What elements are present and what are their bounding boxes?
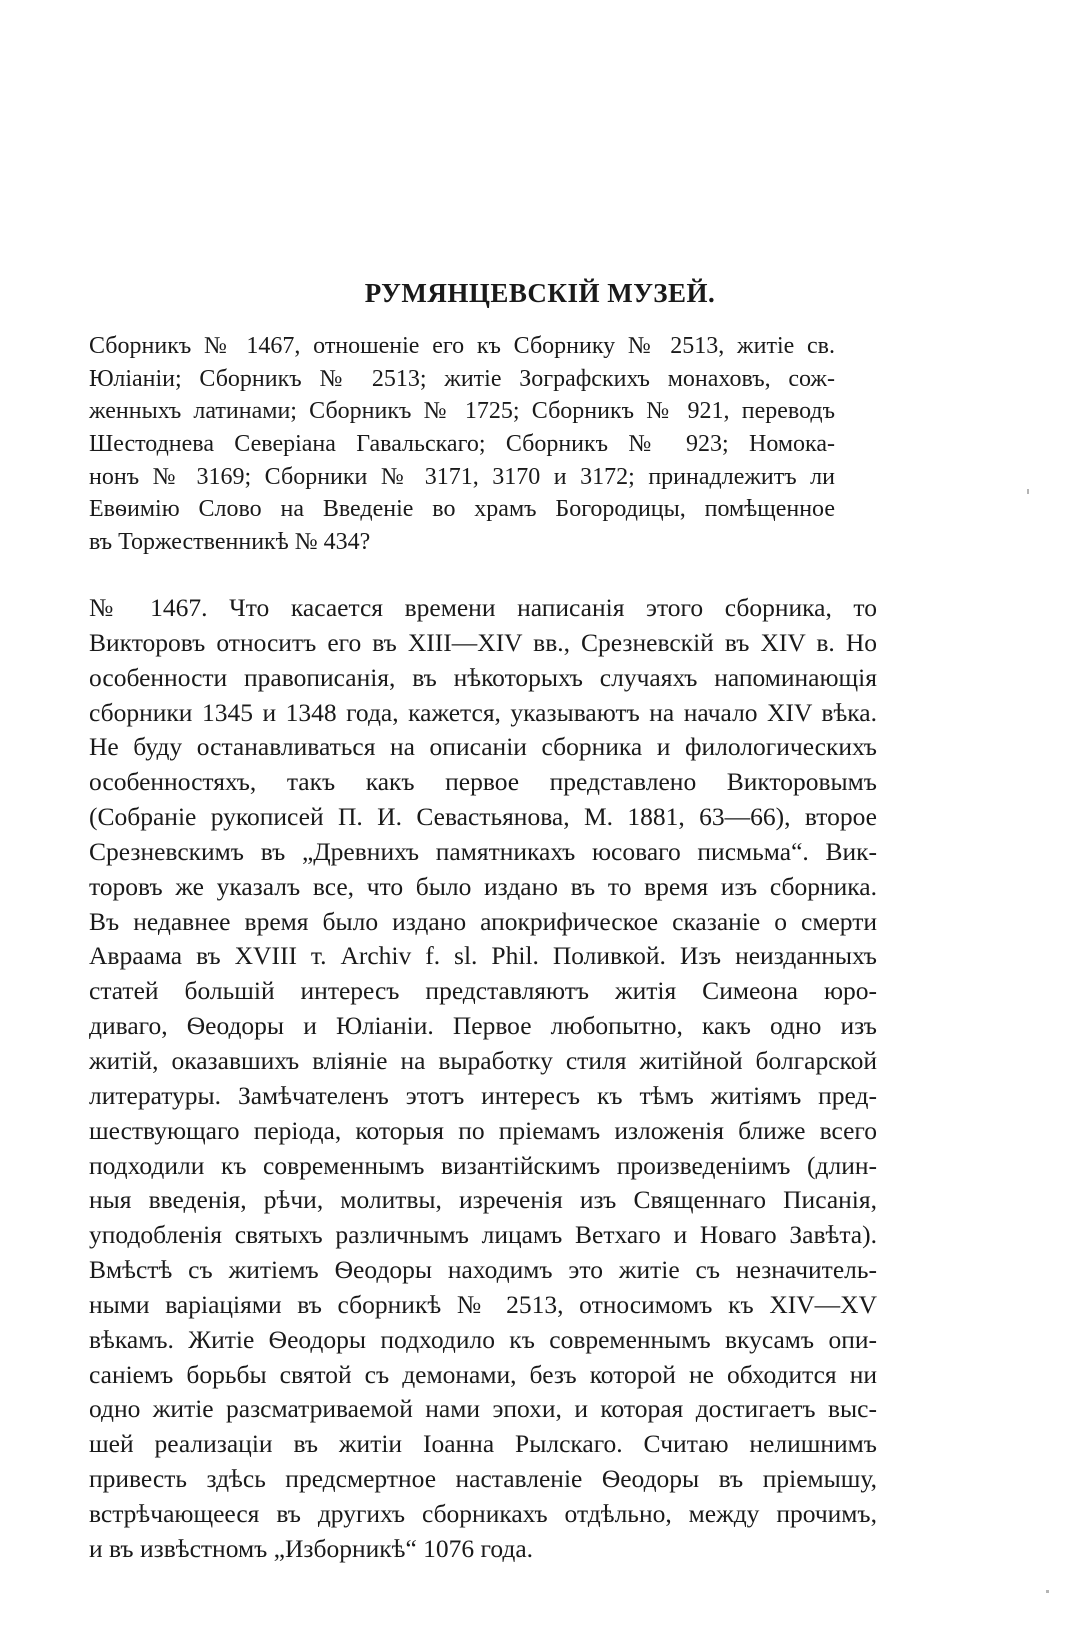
abstract-line: Шестоднева Северіана Гавальскаго; Сборникъ № 923; Номока-	[89, 431, 835, 458]
body-line: литературы. Замѣчателенъ этотъ интересъ къ тѣмъ житіямъ пред-	[89, 1080, 877, 1110]
body-line: и въ извѣстномъ „Изборникѣ“ 1076 года.	[89, 1533, 534, 1563]
abstract-line: Юліаніи; Сборникъ № 2513; житіе Зографскихъ монаховъ, сож-	[89, 365, 835, 392]
body-line: встрѣчающееся въ другихъ сборникахъ отдѣльно, между прочимъ,	[89, 1498, 877, 1528]
body-line: подходили къ современнымъ византійскимъ произведеніимъ (длин-	[89, 1150, 877, 1180]
abstract-line: въ Торжественникѣ № 434?	[89, 529, 371, 556]
body-line: ными варіаціями въ сборникѣ № 2513, относимомъ къ XIV—XV	[89, 1289, 877, 1319]
abstract-line: нонъ № 3169; Сборники № 3171, 3170 и 3172; принадлежитъ ли	[89, 463, 835, 490]
body-line: привесть здѣсь предсмертное наставленіе Ѳеодоры въ пріемышу,	[89, 1464, 877, 1494]
body-line: вѣкамъ. Житіе Ѳеодоры подходило къ современнымъ вкусамъ опи-	[89, 1324, 877, 1354]
body-line: особенностяхъ, такъ какъ первое представлено Викторовымъ	[89, 767, 877, 797]
body-line: Викторовъ относитъ его въ XIII—XIV вв., Срезневскій въ XIV в. Но	[89, 627, 877, 657]
body-line: житій, оказавшихъ вліяніе на выработку стиля житійной болгарской	[89, 1045, 877, 1075]
body-line: саніемъ борьбы святой съ демонами, безъ которой не обходится ни	[89, 1359, 877, 1389]
body-line: Вмѣстѣ съ житіемъ Ѳеодоры находимъ это житіе съ незначитель-	[89, 1255, 877, 1285]
scan-speck	[1046, 1590, 1049, 1593]
body-line: уподобленія святыхъ различнымъ лицамъ Ветхаго и Новаго Завѣта).	[89, 1220, 877, 1250]
body-line: Срезневскимъ въ „Древнихъ памятникахъ юсоваго писмьма“. Вик-	[89, 836, 877, 866]
body-line: особенности правописанія, въ нѣкоторыхъ случаяхъ напоминающія	[89, 662, 877, 692]
body-line: шествующаго періода, которыя по пріемамъ изложенія ближе всего	[89, 1115, 877, 1145]
body-line: Авраама въ XVIII т. Archiv f. sl. Phil. Поливкой. Изъ неизданныхъ	[89, 941, 877, 971]
page-title: РУМЯНЦЕВСКІЙ МУЗЕЙ.	[364, 278, 716, 308]
body-line: ныя введенія, рѣчи, молитвы, изреченія изъ Священнаго Писанія,	[89, 1185, 877, 1215]
body-line: Не буду останавливаться на описаніи сборника и филологическихъ	[89, 732, 877, 762]
body-line: статей большій интересъ представляютъ житія Симеона юро-	[89, 976, 877, 1006]
scan-speck	[1027, 489, 1029, 494]
chapter-abstract	[89, 330, 835, 559]
abstract-line: женныхъ латинами; Сборникъ № 1725; Сборникъ № 921, переводъ	[89, 398, 835, 425]
body-line: диваго, Ѳеодоры и Юліаніи. Первое любопытно, какъ одно изъ	[89, 1011, 877, 1041]
body-line: торовъ же указалъ все, что было издано въ то время изъ сборника.	[89, 871, 877, 901]
body-line: шей реализаціи въ житіи Іоанна Рылскаго. Считаю нелишнимъ	[89, 1429, 877, 1459]
body-line: сборники 1345 и 1348 года, кажется, указываютъ на начало XIV вѣка.	[89, 697, 877, 727]
body-line: одно житіе разсматриваемой нами эпохи, и которая достигаетъ выс-	[89, 1394, 877, 1424]
body-line: № 1467. Что касается времени написанія этого сборника, то	[89, 593, 877, 622]
body-paragraph	[89, 591, 877, 1567]
abstract-line: Сборникъ № 1467, отношеніе его къ Сборнику № 2513, житіе св.	[89, 333, 835, 359]
abstract-line: Евѳимію Слово на Введеніе во храмъ Богородицы, помѣщенное	[89, 496, 835, 523]
body-line: Въ недавнее время было издано апокрифическое сказаніе о смерти	[89, 906, 877, 936]
body-line: (Собраніе рукописей П. И. Севастьянова, М. 1881, 63—66), второе	[89, 802, 877, 832]
